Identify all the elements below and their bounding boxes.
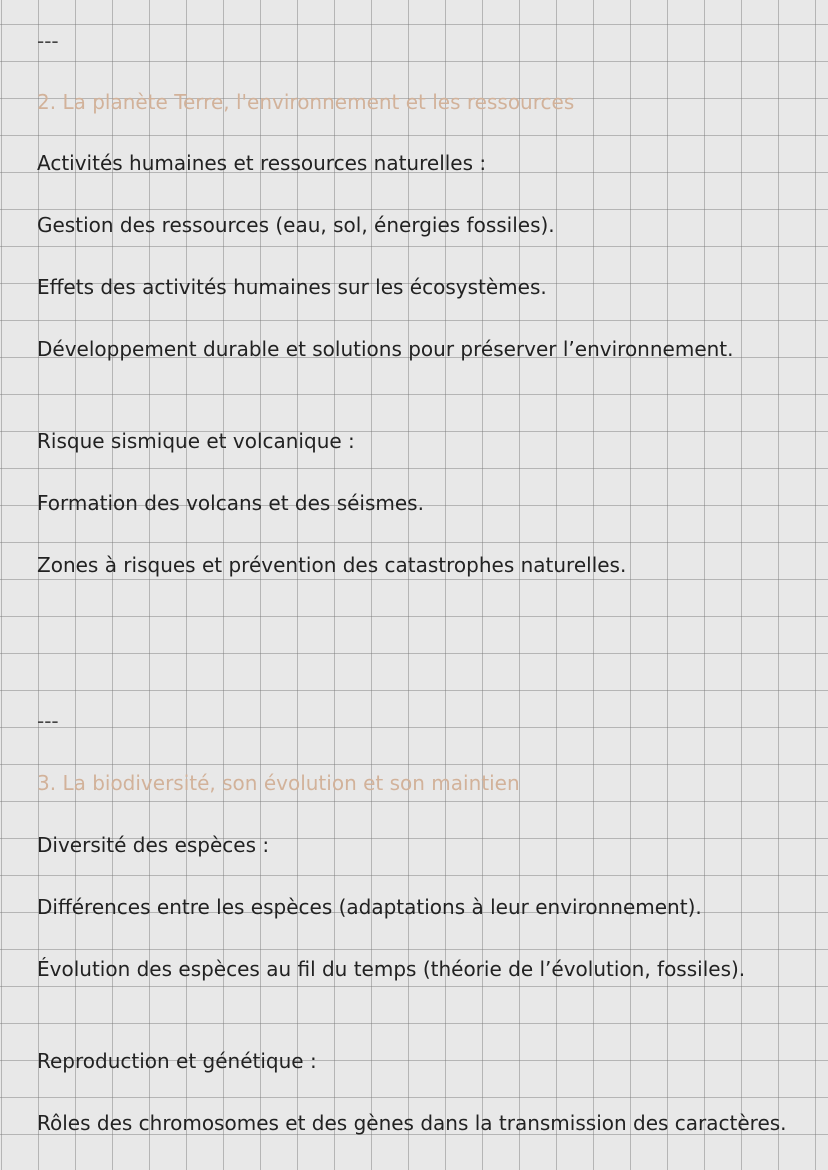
note-line: Développement durable et solutions pour préserver l’environnement. — [37, 337, 734, 361]
note-line: Zones à risques et prévention des catastrophes naturelles. — [37, 553, 627, 577]
note-line: Effets des activités humaines sur les écosystèmes. — [37, 275, 547, 299]
subsection-title: Diversité des espèces : — [37, 833, 270, 857]
separator-line: --- — [37, 29, 59, 53]
subsection-title: Risque sismique et volcanique : — [37, 429, 355, 453]
note-line: Évolution des espèces au fil du temps (théorie de l’évolution, fossiles). — [37, 957, 746, 981]
section-heading-3: 3. La biodiversité, son évolution et son maintien — [37, 771, 520, 795]
note-line: Gestion des ressources (eau, sol, énergies fossiles). — [37, 213, 555, 237]
section-heading-2: 2. La planète Terre, l'environnement et les ressources — [37, 90, 575, 114]
subsection-title: Reproduction et génétique : — [37, 1049, 317, 1073]
subsection-title: Activités humaines et ressources naturelles : — [37, 151, 487, 175]
note-line: Rôles des chromosomes et des gènes dans la transmission des caractères. — [37, 1111, 787, 1135]
note-line: Différences entre les espèces (adaptations à leur environnement). — [37, 895, 702, 919]
note-line: Formation des volcans et des séismes. — [37, 491, 424, 515]
separator-line: --- — [37, 709, 59, 733]
